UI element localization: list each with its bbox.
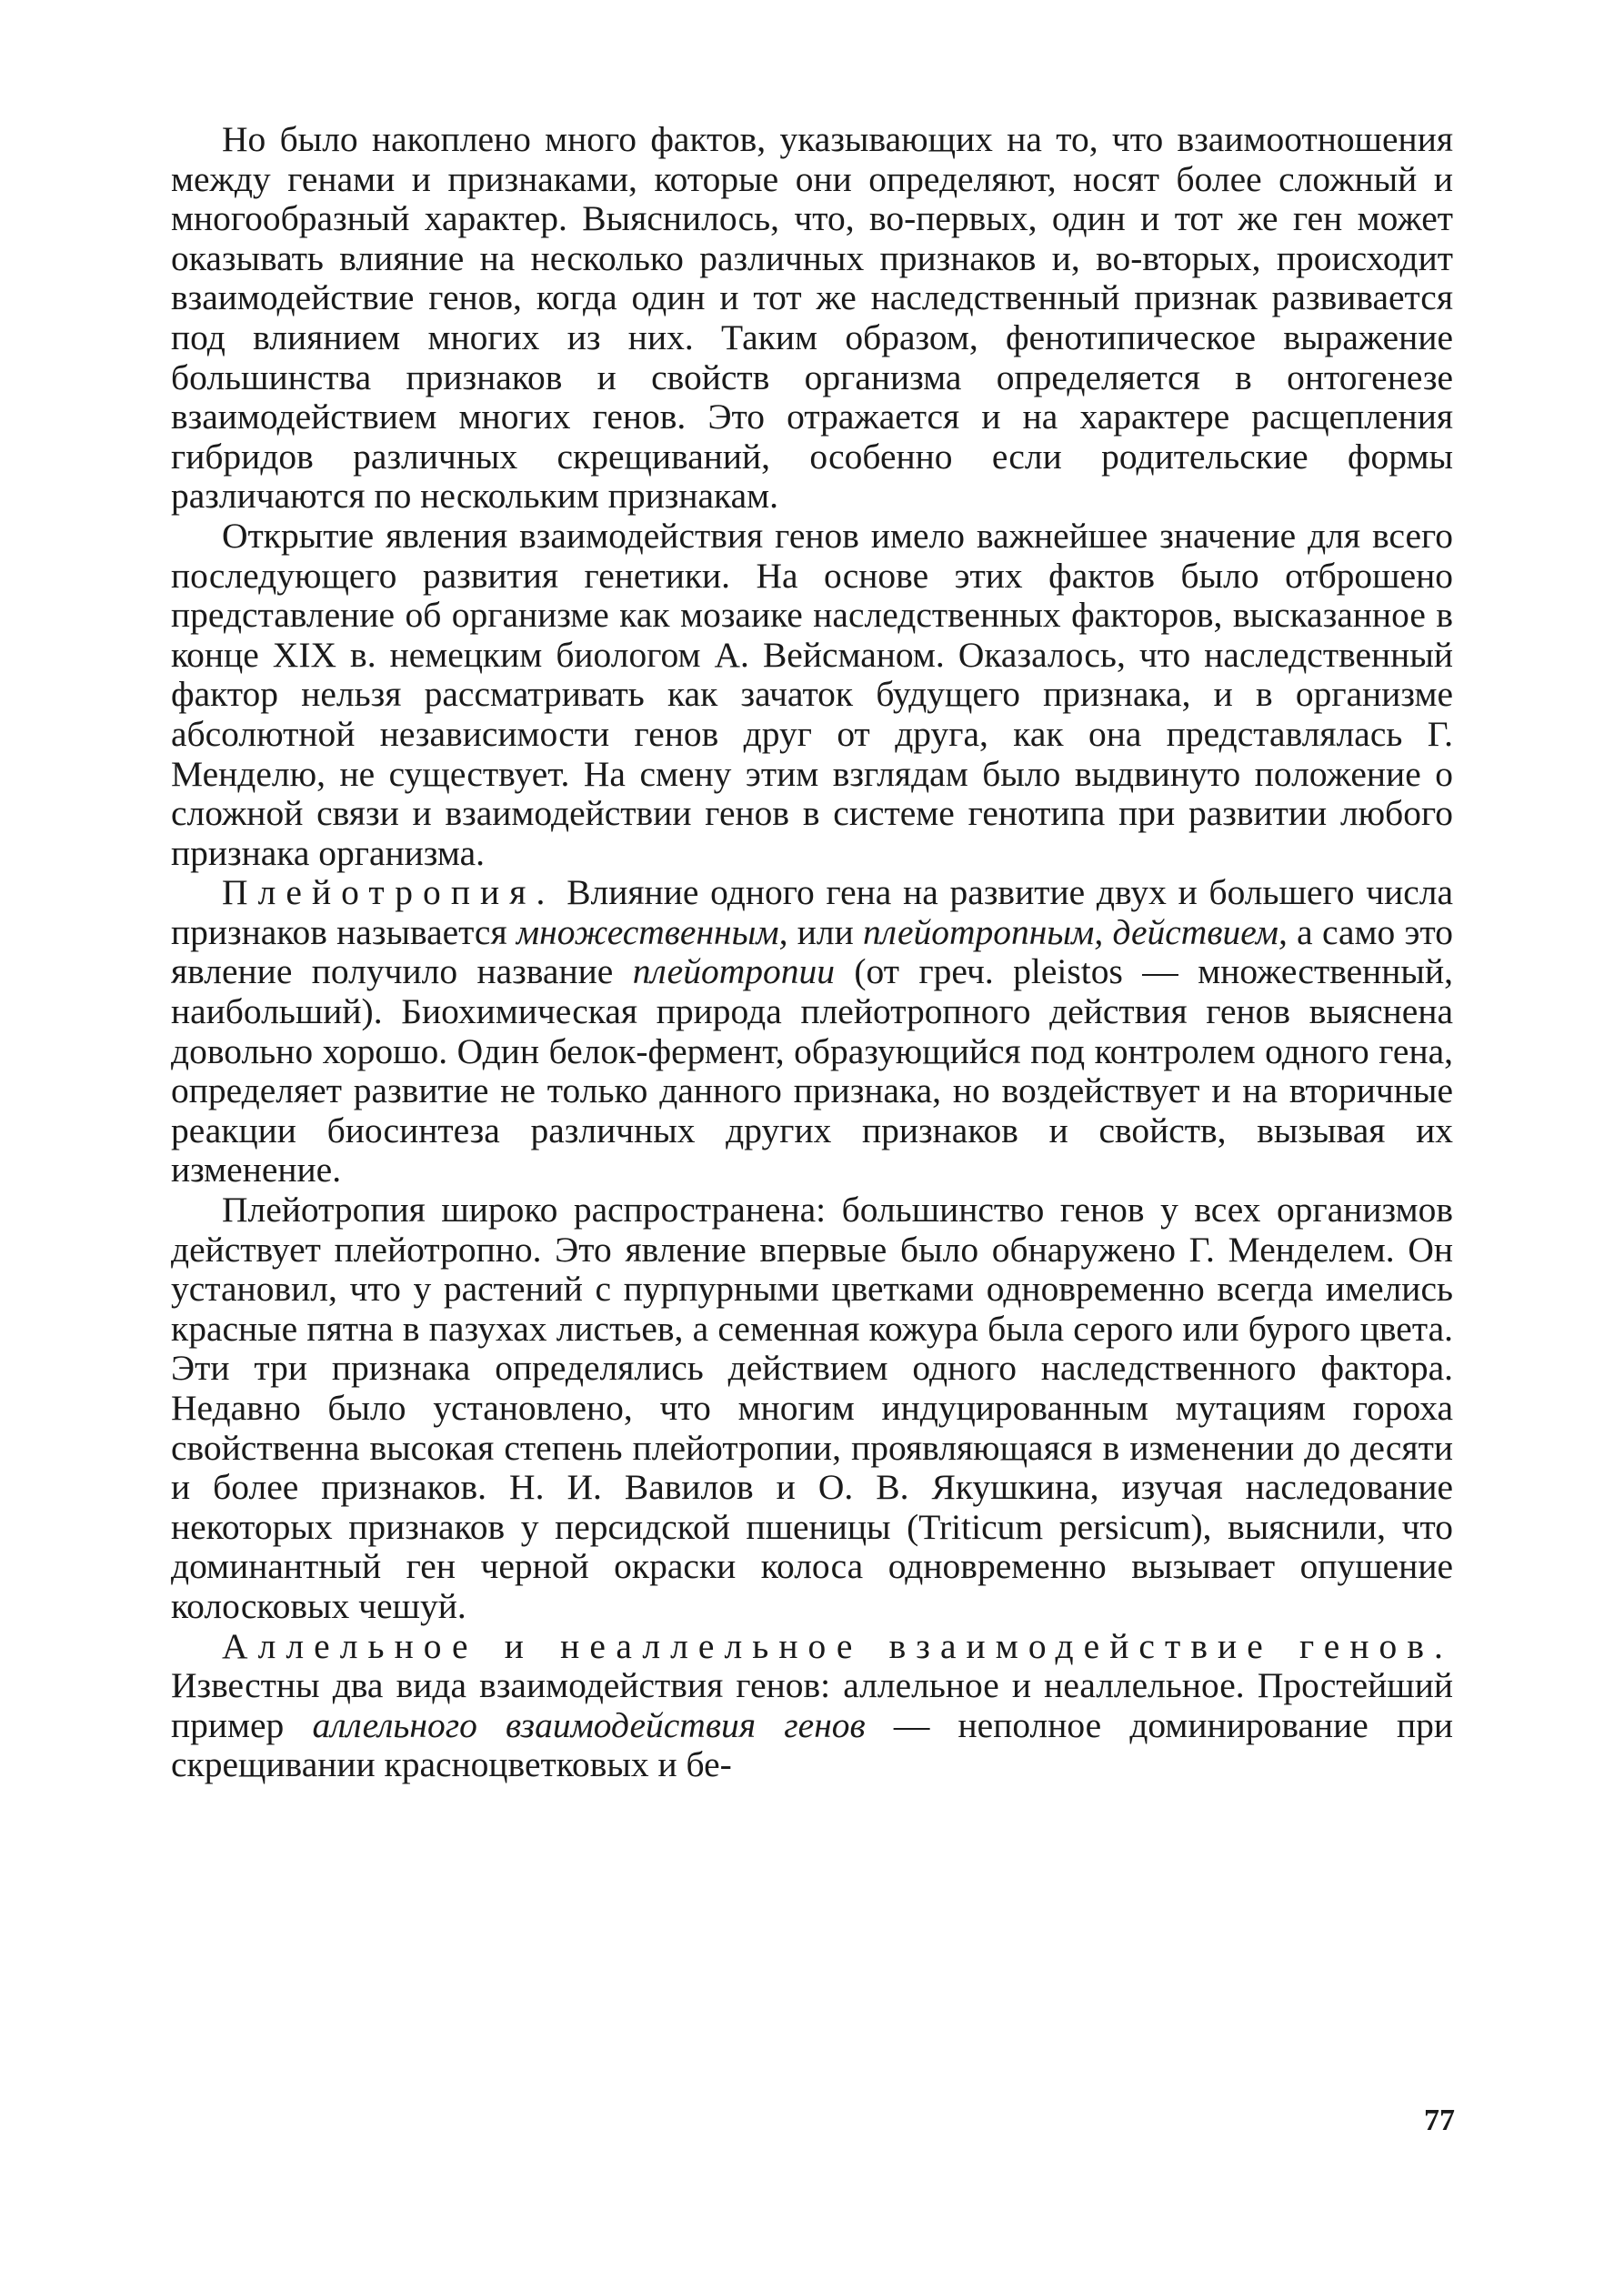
paragraph-text: а само это явление получило название bbox=[171, 911, 1453, 992]
italic-term: множественным, bbox=[516, 911, 788, 952]
paragraph-pleiotropy-examples bbox=[171, 1190, 1453, 1627]
paragraph-allelic-interaction bbox=[171, 1627, 1453, 1785]
page-number: 77 bbox=[1424, 2104, 1455, 2137]
paragraph-text: (от греч. pleistos — множественный, наибольший). Биохимическая природа плейотропного действия генов выяснена довольно хорошо. Один белок-фермент, образующийся под контролем одного гена, определяет развитие не только данного признака, но воздействует и на вторичные реакции биосинтеза различных других признаков и свойств, вызывая их изменение. bbox=[171, 951, 1453, 1190]
paragraph-pleiotropy bbox=[171, 873, 1453, 1190]
italic-term: плейотропным, действием, bbox=[863, 911, 1288, 952]
paragraph-text: Плейотропия широко распространена: большинство генов у всех организмов действует плейотропно. Это явление впервые было обнаружено Г. Менделем. Он установил, что у растений с пурпурными цветками одновременно всегда имелись красные пятна в пазухах листьев, а семенная кожура была серого или бурого цвета. Эти три признака определялись действием одного наследственного фактора. Недавно было установлено, что многим индуцированным мутациям гороха свойственна высокая степень плейотропии, проявляющаяся в изменении до десяти и более признаков. Н. И. Вавилов и О. В. Якушкина, изучая наследование некоторых признаков у персидской пшеницы (Triticum persicum), выяснили, что доминантный ген черной окраски колоса одновременно вызывает опушение колосковых чешуй. bbox=[171, 1190, 1453, 1626]
paragraph-gene-interactions bbox=[171, 120, 1453, 517]
paragraph-text: Известны два вида взаимодействия генов: аллельное и неаллельное. Простейший пример bbox=[171, 1665, 1453, 1745]
section-heading-pleiotropy: Плейотропия. bbox=[222, 872, 556, 913]
body-text bbox=[171, 120, 1453, 1785]
paragraph-text: Но было накоплено много фактов, указывающих на то, что взаимоотношения между генами и признаками, которые они определяют, носят более сложный и многообразный характер. Выяснилось, что, во-первых, один и тот же ген может оказывать влияние на несколько различных признаков и, во-вторых, происходит взаимодействие генов, когда один и тот же наследственный признак развивается под влиянием многих из них. Таким образом, фенотипическое выражение большинства признаков и свойств организма определяется в онтогенезе взаимодействием многих генов. Это отражается и на характере расщепления гибридов различных скрещиваний, особенно если родительские формы различаются по нескольким признакам. bbox=[171, 119, 1453, 517]
italic-term: аллельного взаимодействия генов bbox=[312, 1704, 866, 1745]
paragraph-text: — неполное доминирование при скрещивании красноцветковых и бе- bbox=[171, 1704, 1453, 1785]
italic-term: плейотропии bbox=[632, 951, 835, 992]
section-heading-allelic: Аллельное и неаллельное взаимодействие генов. bbox=[222, 1625, 1453, 1666]
paragraph-text: Открытие явления взаимодействия генов имело важнейшее значение для всего последующего развития генетики. На основе этих фактов было отброшено представление об организме как мозаике наследственных факторов, высказанное в конце XIX в. немецким биологом А. Вейсманом. Оказалось, что наследственный фактор нельзя рассматривать как зачаток будущего признака, и в организме абсолютной независимости генов друг от друга, как она представлялась Г. Менделю, не существует. На смену этим взглядам было выдвинуто положение о сложной связи и взаимодействии генов в системе генотипа при развитии любого признака организма. bbox=[171, 515, 1453, 873]
paragraph-text: или bbox=[787, 911, 864, 952]
paragraph-text: Влияние одного гена на развитие двух и большего числа признаков называется bbox=[171, 872, 1453, 952]
paragraph-discovery-significance bbox=[171, 517, 1453, 873]
